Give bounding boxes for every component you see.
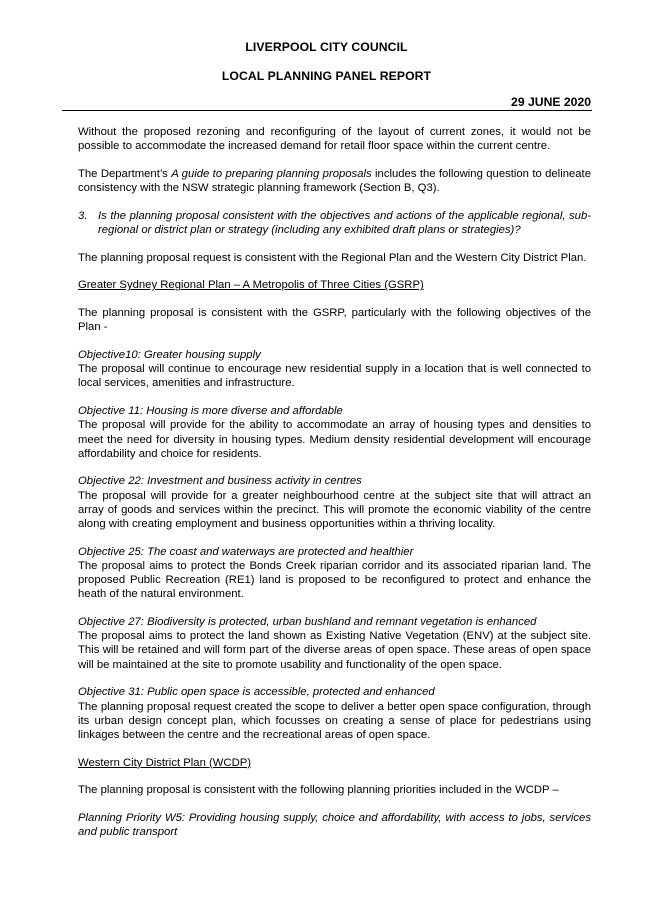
objective-block [78,474,591,531]
paragraph-wcdp-intro: The planning proposal is consistent with the following planning priorities included in the WCDP – [78,784,559,797]
objective-block [78,615,591,672]
objective-title: Objective 31: Public open space is accessible, protected and enhanced [78,686,435,699]
paragraph-department-guide-post: includes the following question to delineate consistency with the NSW strategic planning framework (Section B, Q3). [78,167,591,195]
council-name: LIVERPOOL CITY COUNCIL [245,40,408,54]
paragraph-department-guide-pre: The Department’s [78,167,172,180]
planning-priority-w5: Planning Priority W5: Providing housing supply, choice and affordability, with access to jobs, services and public transport [78,812,591,839]
question-text: Is the planning proposal consistent with the objectives and actions of the applicable regional, sub-regional or district plan or strategy (including any exhibited draft plans or strategies)? [98,209,591,237]
objective-text: The proposal will continue to encourage new residential supply in a location that is well connected to local services, amenities and infrastructure. [78,363,591,390]
objective-title: Objective 11: Housing is more diverse and affordable [78,405,343,418]
objective-text: The proposal aims to protect the Bonds Creek riparian corridor and its associated riparian land. The proposed Public Recreation (RE1) land is proposed to be reconfigured to protect and enhance the heath of the natural environment. [78,559,591,601]
gsrp-heading: Greater Sydney Regional Plan – A Metropolis of Three Cities (GSRP) [78,279,424,292]
objective-block [78,404,591,461]
objective-title: Objective10: Greater housing supply [78,349,261,362]
paragraph-rezoning: Without the proposed rezoning and reconfiguring of the layout of current zones, it would not be possible to accommodate the increased demand for retail floor space within the current centre. [78,126,591,153]
guide-title: A guide to preparing planning proposals [171,167,372,180]
objective-text: The planning proposal request created the scope to deliver a better open space configuration, through its urban design concept plan, which focusses on creating a sense of place for pedestrians using linkages between the centre and the recreational areas of open space. [78,700,591,741]
report-title: LOCAL PLANNING PANEL REPORT [221,69,432,83]
header-rule [62,110,592,111]
paragraph-gsrp-intro: The planning proposal is consistent with the GSRP, particularly with the following objectives of the Plan - [78,307,591,334]
objective-block [78,348,591,391]
objective-title: Objective 22: Investment and business activity in centres [78,475,362,488]
objective-block [78,545,591,602]
objective-text: The proposal aims to protect the land shown as Existing Native Vegetation (ENV) at the subject site. This will be retained and will form part of the diverse areas of open space. These areas of open space will be maintained at the site to promote usability and functionality of the open space. [78,630,591,671]
paragraph-department-guide [78,167,591,195]
report-body [78,125,591,840]
objective-title: Objective 27: Biodiversity is protected, urban bushland and remnant vegetation is enhanced [78,616,537,629]
wcdp-heading: Western City District Plan (WCDP) [78,756,252,769]
objective-text: The proposal will provide for the ability to accommodate an array of housing types and densities to meet the need for diversity in housing types. Medium density residential development will encourage affordability and choice for residents. [78,419,591,460]
objective-title: Objective 25: The coast and waterways are protected and healthier [78,545,414,558]
objective-text: The proposal will provide for a greater neighbourhood centre at the subject site that will attract an array of goods and services within the precinct. This will promote the economic viability of the centre along with creating employment and business opportunities within a thriving locality. [78,489,591,531]
objective-block [78,685,591,742]
paragraph-consistency: The planning proposal request is consistent with the Regional Plan and the Western City District Plan. [78,251,587,264]
report-date: 29 JUNE 2020 [511,95,591,109]
question-3 [78,209,591,237]
question-number: 3. [78,209,88,222]
